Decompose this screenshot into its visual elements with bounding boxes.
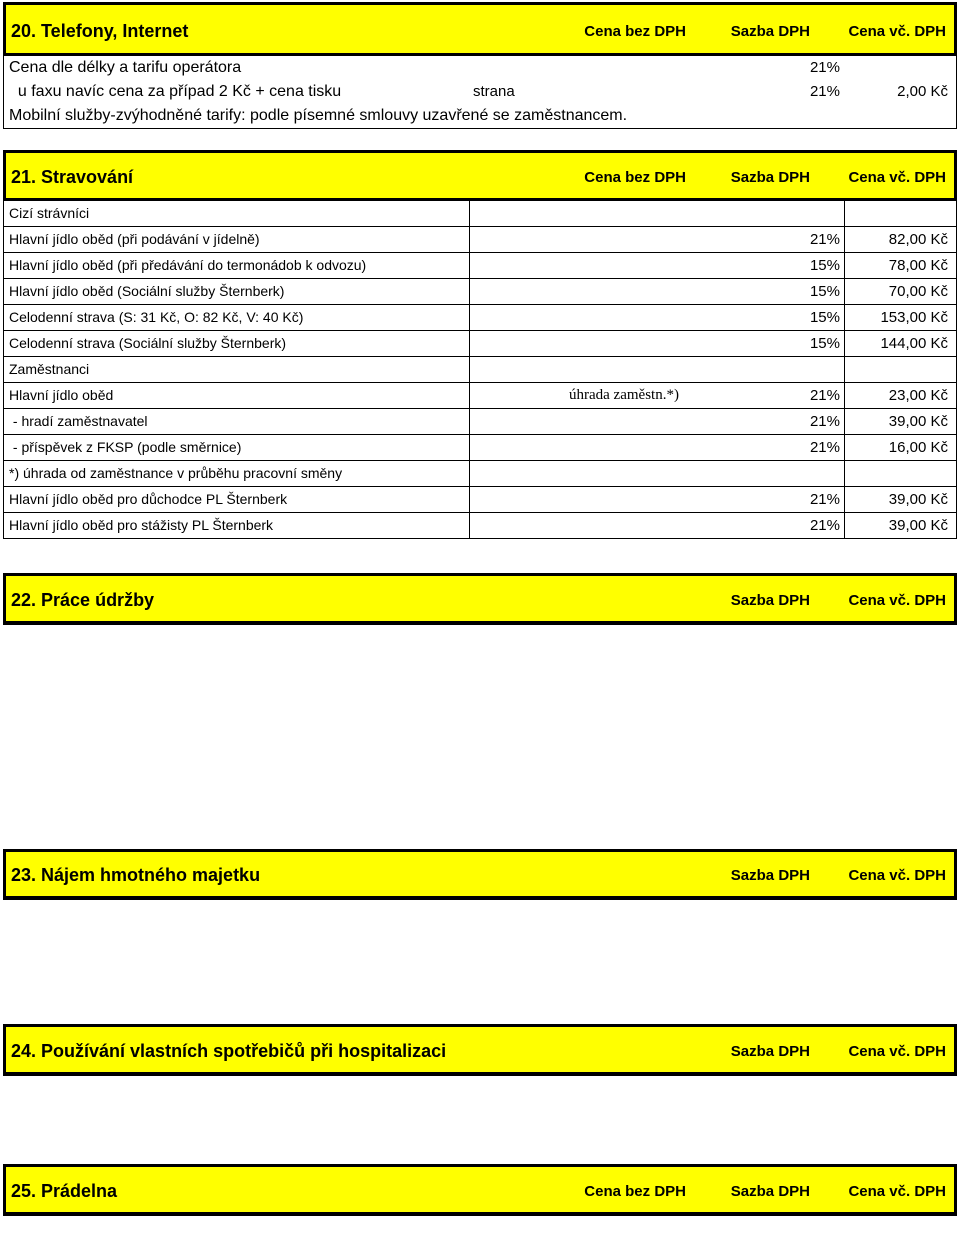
- row-unit: úhrada zaměstn.*): [569, 387, 679, 403]
- grid-line: [844, 513, 845, 538]
- table-row: [4, 104, 956, 128]
- grid-line: [469, 227, 470, 252]
- row-price: 78,00 Kč: [888, 257, 948, 274]
- col-vat: Sazba DPH: [730, 1183, 810, 1200]
- col-vat: Sazba DPH: [730, 169, 810, 186]
- section-23-header: [3, 849, 957, 899]
- row-vat-rate: 21%: [809, 59, 840, 76]
- row-description: Cizí strávníci: [9, 205, 90, 221]
- grid-line: [844, 409, 845, 434]
- section-22: [3, 573, 957, 625]
- section-22-title: 22. Práce údržby: [11, 590, 155, 610]
- section-23: [3, 849, 957, 900]
- row-description: Celodenní strava (S: 31 Kč, O: 82 Kč, V: 40 Kč): [9, 309, 304, 325]
- section-25-body: [3, 1215, 957, 1216]
- section-21-title: 21. Stravování: [11, 167, 134, 187]
- row-price: 39,00 Kč: [888, 413, 948, 430]
- col-vat: Sazba DPH: [730, 592, 810, 609]
- grid-line: [469, 487, 470, 512]
- section-25-title: 25. Prádelna: [11, 1181, 118, 1201]
- grid-line: [469, 435, 470, 460]
- row-price: 39,00 Kč: [888, 517, 948, 534]
- table-row: [4, 278, 956, 304]
- row-description: Hlavní jídlo oběd: [9, 387, 114, 403]
- section-20-title: 20. Telefony, Internet: [11, 21, 189, 41]
- table-row: [4, 356, 956, 382]
- row-vat-rate: 15%: [809, 283, 840, 300]
- col-gross: Cena vč. DPH: [848, 1043, 946, 1060]
- row-description: Hlavní jídlo oběd (při podávání v jídelně): [9, 231, 260, 247]
- section-24-body: [3, 1075, 957, 1076]
- table-row: [4, 460, 956, 486]
- grid-line: [844, 279, 845, 304]
- section-20-body: [3, 56, 957, 129]
- section-22-header: [3, 573, 957, 624]
- row-vat-rate: 21%: [809, 231, 840, 248]
- table-row: [4, 382, 956, 408]
- col-gross: Cena vč. DPH: [848, 23, 946, 40]
- section-21-body: [3, 201, 957, 539]
- table-row: [4, 226, 956, 252]
- section-21-header: [3, 150, 957, 201]
- row-description: Hlavní jídlo oběd (Sociální služby Šternberk): [9, 283, 285, 299]
- table-row: [4, 408, 956, 434]
- row-price: 70,00 Kč: [888, 283, 948, 300]
- col-vat: Sazba DPH: [730, 1043, 810, 1060]
- row-description: Celodenní strava (Sociální služby Šternberk): [9, 335, 287, 351]
- section-23-title: 23. Nájem hmotného majetku: [11, 865, 261, 885]
- col-vat: Sazba DPH: [730, 867, 810, 884]
- section-24-title: 24. Používání vlastních spotřebičů při hospitalizaci: [11, 1041, 447, 1061]
- section-20: [3, 2, 957, 129]
- section-25: [3, 1164, 957, 1216]
- section-22-body: [3, 624, 957, 625]
- row-description: - hradí zaměstnavatel: [9, 413, 148, 429]
- row-price: 23,00 Kč: [888, 387, 948, 404]
- row-description: - příspěvek z FKSP (podle směrnice): [9, 439, 242, 455]
- grid-line: [844, 435, 845, 460]
- row-vat-rate: 21%: [809, 439, 840, 456]
- row-description: *) úhrada od zaměstnance v průběhu pracovní směny: [9, 465, 343, 481]
- grid-line: [469, 331, 470, 356]
- grid-line: [469, 383, 470, 408]
- section-23-body: [3, 899, 957, 900]
- col-gross: Cena vč. DPH: [848, 169, 946, 186]
- row-price: 144,00 Kč: [880, 335, 948, 352]
- grid-line: [469, 461, 470, 486]
- col-net: Cena bez DPH: [584, 23, 686, 40]
- table-row: [4, 252, 956, 278]
- row-price: 39,00 Kč: [888, 491, 948, 508]
- row-description: Hlavní jídlo oběd (při předávání do termonádob k odvozu): [9, 257, 367, 273]
- col-net: Cena bez DPH: [584, 1183, 686, 1200]
- col-gross: Cena vč. DPH: [848, 592, 946, 609]
- table-row: [4, 80, 956, 104]
- grid-line: [844, 383, 845, 408]
- table-row: [4, 56, 956, 80]
- row-description: Hlavní jídlo oběd pro stážisty PL Šternberk: [9, 517, 274, 533]
- grid-line: [844, 461, 845, 486]
- section-24: [3, 1024, 957, 1076]
- grid-line: [844, 201, 845, 226]
- grid-line: [469, 357, 470, 382]
- row-price: 16,00 Kč: [888, 439, 948, 456]
- section-20-header: [3, 2, 957, 56]
- row-price: 2,00 Kč: [897, 83, 948, 100]
- grid-line: [844, 357, 845, 382]
- table-row: [4, 486, 956, 512]
- row-price: 82,00 Kč: [888, 231, 948, 248]
- grid-line: [844, 253, 845, 278]
- row-description: Hlavní jídlo oběd pro důchodce PL Šternberk: [9, 491, 288, 507]
- row-vat-rate: 15%: [809, 335, 840, 352]
- table-row: [4, 330, 956, 356]
- grid-line: [844, 331, 845, 356]
- grid-line: [844, 305, 845, 330]
- section-24-header: [3, 1024, 957, 1075]
- section-25-header: [3, 1164, 957, 1215]
- row-vat-rate: 21%: [809, 491, 840, 508]
- col-gross: Cena vč. DPH: [848, 867, 946, 884]
- row-vat-rate: 21%: [809, 83, 840, 100]
- row-vat-rate: 21%: [809, 517, 840, 534]
- grid-line: [469, 305, 470, 330]
- grid-line: [469, 409, 470, 434]
- col-gross: Cena vč. DPH: [848, 1183, 946, 1200]
- row-vat-rate: 21%: [809, 387, 840, 404]
- table-row: [4, 434, 956, 460]
- col-vat: Sazba DPH: [730, 23, 810, 40]
- grid-line: [844, 487, 845, 512]
- row-description: Zaměstnanci: [9, 361, 90, 377]
- table-row: [4, 304, 956, 330]
- table-row: [4, 512, 956, 538]
- row-vat-rate: 21%: [809, 413, 840, 430]
- grid-line: [469, 253, 470, 278]
- row-description: u faxu navíc cena za případ 2 Kč + cena tisku: [9, 83, 342, 100]
- row-description: Mobilní služby-zvýhodněné tarify: podle písemné smlouvy uzavřené se zaměstnancem.: [9, 107, 628, 124]
- grid-line: [844, 227, 845, 252]
- grid-line: [469, 201, 470, 226]
- row-description: Cena dle délky a tarifu operátora: [9, 59, 242, 76]
- table-row: [4, 201, 956, 226]
- col-net: Cena bez DPH: [584, 169, 686, 186]
- grid-line: [469, 513, 470, 538]
- grid-line: [469, 279, 470, 304]
- row-vat-rate: 15%: [809, 309, 840, 326]
- section-21: [3, 150, 957, 539]
- row-vat-rate: 15%: [809, 257, 840, 274]
- row-unit: strana: [473, 83, 515, 100]
- row-price: 153,00 Kč: [880, 309, 948, 326]
